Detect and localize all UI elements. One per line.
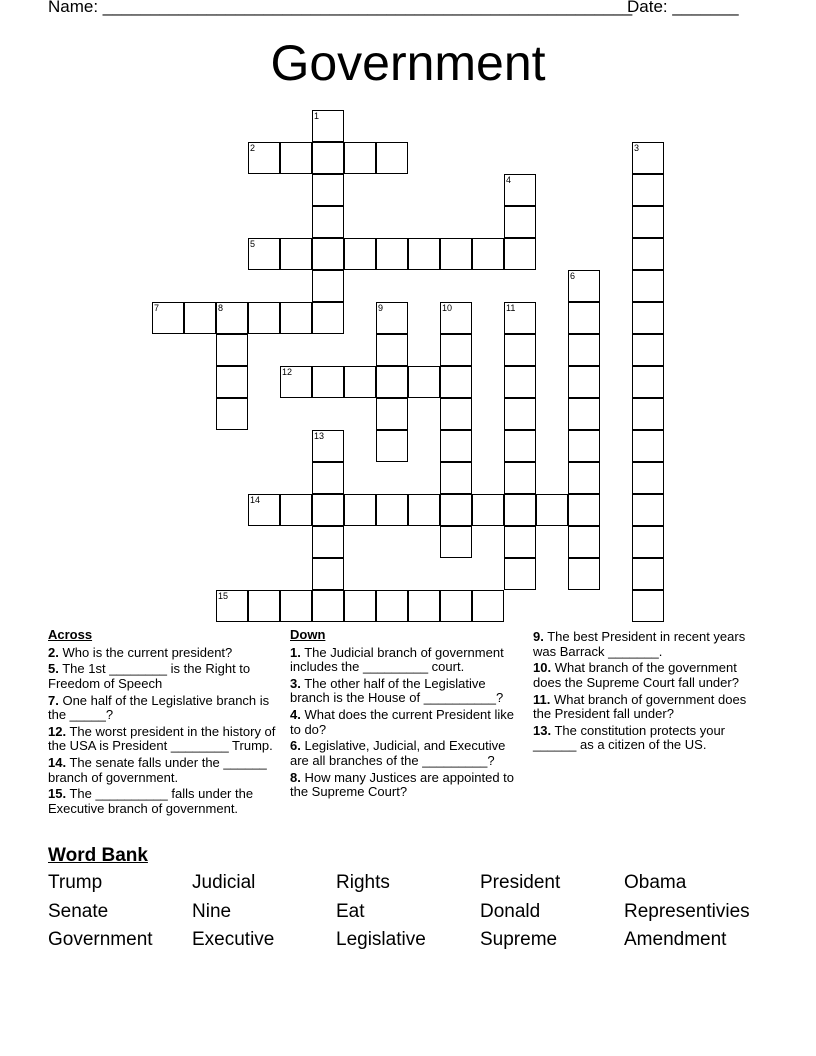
- name-field-label: Name: ________________________________________________________: [48, 0, 633, 16]
- crossword-cell[interactable]: [312, 558, 344, 590]
- crossword-cell[interactable]: [632, 494, 664, 526]
- crossword-cell[interactable]: [632, 174, 664, 206]
- crossword-cell[interactable]: [440, 398, 472, 430]
- crossword-cell[interactable]: [216, 366, 248, 398]
- clue-number: 9: [378, 303, 384, 313]
- crossword-cell[interactable]: [568, 334, 600, 366]
- clue-number: 5: [250, 239, 256, 249]
- clue-number: 6: [570, 271, 576, 281]
- crossword-cell[interactable]: [376, 334, 408, 366]
- crossword-cell[interactable]: [312, 366, 344, 398]
- crossword-cell[interactable]: [568, 430, 600, 462]
- crossword-cell[interactable]: [312, 142, 344, 174]
- crossword-cell[interactable]: [248, 142, 280, 174]
- crossword-cell[interactable]: [184, 302, 216, 334]
- clue-number: 14: [250, 495, 261, 505]
- crossword-cell[interactable]: [504, 558, 536, 590]
- clue-item: 13. The constitution protects your ______ as a citizen of the US.: [533, 722, 725, 753]
- crossword-cell[interactable]: [632, 462, 664, 494]
- crossword-cell[interactable]: [632, 526, 664, 558]
- clue-number: 10: [442, 303, 453, 313]
- word-bank-item: Eat: [336, 900, 365, 922]
- crossword-cell[interactable]: [632, 206, 664, 238]
- crossword-cell[interactable]: [216, 398, 248, 430]
- crossword-cell[interactable]: [632, 430, 664, 462]
- crossword-cell[interactable]: [280, 142, 312, 174]
- crossword-cell[interactable]: [376, 398, 408, 430]
- crossword-cell[interactable]: [152, 302, 184, 334]
- crossword-cell[interactable]: [344, 366, 376, 398]
- crossword-cell[interactable]: [632, 302, 664, 334]
- crossword-cell[interactable]: [504, 526, 536, 558]
- crossword-cell[interactable]: [504, 494, 536, 526]
- crossword-cell[interactable]: [472, 590, 504, 622]
- word-bank-item: Amendment: [624, 929, 727, 950]
- word-bank-item: Nine: [192, 900, 232, 922]
- crossword-cell[interactable]: [440, 238, 472, 270]
- crossword-cell[interactable]: [504, 462, 536, 494]
- word-bank-item: Trump: [48, 872, 103, 893]
- word-bank-title: Word Bank: [48, 845, 148, 866]
- crossword-cell[interactable]: [440, 302, 472, 334]
- crossword-cell[interactable]: [312, 526, 344, 558]
- crossword-cell[interactable]: [568, 494, 600, 526]
- crossword-cell[interactable]: [504, 238, 536, 270]
- crossword-cell[interactable]: [312, 206, 344, 238]
- word-bank-item: Donald: [480, 900, 541, 922]
- crossword-cell[interactable]: [408, 494, 440, 526]
- crossword-cell[interactable]: [312, 238, 344, 270]
- clue-item: 5. The 1st ________ is the Right to Freedom of Speech: [48, 661, 251, 691]
- crossword-cell[interactable]: [472, 494, 504, 526]
- clue-item: 1. The Judicial branch of government includes the _________ court.: [290, 644, 504, 674]
- crossword-cell[interactable]: [504, 430, 536, 462]
- crossword-cell[interactable]: [568, 558, 600, 590]
- clue-item: 14. The senate falls under the ______ branch of government.: [48, 755, 267, 785]
- word-bank-item: Judicial: [192, 872, 256, 893]
- crossword-cell[interactable]: [632, 334, 664, 366]
- page-title: Government: [270, 35, 546, 91]
- clue-item: 4. What does the current President like to do?: [290, 707, 515, 737]
- word-bank-item: Representivies: [624, 900, 750, 922]
- crossword-cell[interactable]: [376, 430, 408, 462]
- clue-number: 12: [282, 367, 293, 377]
- crossword-cell[interactable]: [248, 302, 280, 334]
- crossword-cell[interactable]: [376, 590, 408, 622]
- crossword-cell[interactable]: [216, 590, 248, 622]
- crossword-cell[interactable]: [568, 366, 600, 398]
- crossword-cell[interactable]: [440, 462, 472, 494]
- crossword-cell[interactable]: [344, 142, 376, 174]
- crossword-cell[interactable]: [472, 238, 504, 270]
- crossword-cell[interactable]: [248, 590, 280, 622]
- clue-item: 7. One half of the Legislative branch is the _____?: [48, 692, 270, 723]
- crossword-cell[interactable]: [312, 494, 344, 526]
- crossword-cell[interactable]: [440, 526, 472, 558]
- clue-number: 3: [634, 143, 640, 153]
- clue-item: 9. The best President in recent years was Barrack _______.: [533, 629, 746, 659]
- word-bank-item: President: [480, 872, 561, 893]
- clue-item: 2. Who is the current president?: [48, 644, 233, 660]
- crossword-cell[interactable]: [312, 590, 344, 622]
- crossword-cell[interactable]: [408, 366, 440, 398]
- crossword-cell[interactable]: [248, 238, 280, 270]
- crossword-cell[interactable]: [376, 494, 408, 526]
- clue-item: 12. The worst president in the history of the USA is President ________ Trump.: [48, 723, 276, 754]
- crossword-cell[interactable]: [344, 494, 376, 526]
- crossword-cell[interactable]: [504, 302, 536, 334]
- crossword-cell[interactable]: [312, 270, 344, 302]
- clue-number: 4: [506, 175, 512, 185]
- crossword-cell[interactable]: [280, 494, 312, 526]
- crossword-cell[interactable]: [632, 238, 664, 270]
- word-bank-item: Senate: [48, 900, 109, 922]
- clue-item: 3. The other half of the Legislative branch is the House of __________?: [290, 675, 504, 706]
- crossword-cell[interactable]: [440, 494, 472, 526]
- clue-number: 8: [218, 303, 224, 313]
- word-bank-item: Government: [48, 929, 153, 950]
- crossword-cell[interactable]: [568, 270, 600, 302]
- crossword-cell[interactable]: [376, 142, 408, 174]
- crossword-cell[interactable]: [536, 494, 568, 526]
- crossword-cell[interactable]: [504, 334, 536, 366]
- crossword-cell[interactable]: [632, 558, 664, 590]
- crossword-cell[interactable]: [312, 174, 344, 206]
- clue-number: 13: [314, 431, 325, 441]
- down-clues-continued: [533, 630, 765, 755]
- down-clues: [290, 628, 524, 802]
- clue-number: 11: [506, 303, 516, 313]
- crossword-cell[interactable]: [568, 526, 600, 558]
- crossword-cell[interactable]: [344, 590, 376, 622]
- crossword-cell[interactable]: [568, 398, 600, 430]
- crossword-cell[interactable]: [344, 238, 376, 270]
- crossword-cell[interactable]: [376, 366, 408, 398]
- crossword-cell[interactable]: [632, 270, 664, 302]
- crossword-cell[interactable]: [440, 590, 472, 622]
- crossword-cell[interactable]: [376, 302, 408, 334]
- down-heading: Down: [290, 627, 326, 642]
- date-field-label: Date: _______: [627, 0, 739, 16]
- word-bank-item: Supreme: [480, 929, 558, 950]
- crossword-cell[interactable]: [216, 334, 248, 366]
- word-bank-item: Obama: [624, 872, 687, 893]
- crossword-cell[interactable]: [248, 494, 280, 526]
- word-bank-item: Rights: [336, 872, 390, 893]
- across-heading: Across: [48, 627, 93, 642]
- crossword-cell[interactable]: [440, 366, 472, 398]
- clue-item: 11. What branch of government does the President fall under?: [533, 691, 747, 722]
- word-bank-item: Executive: [192, 929, 275, 950]
- crossword-cell[interactable]: [376, 238, 408, 270]
- clue-number: 15: [218, 591, 229, 601]
- crossword-cell[interactable]: [312, 302, 344, 334]
- crossword-cell[interactable]: [280, 302, 312, 334]
- word-bank: [48, 872, 788, 958]
- clue-number: 1: [314, 111, 320, 121]
- crossword-cell[interactable]: [408, 590, 440, 622]
- clue-item: 10. What branch of the government does the Supreme Court fall under?: [533, 660, 739, 690]
- crossword-cell[interactable]: [440, 430, 472, 462]
- crossword-cell[interactable]: [632, 590, 664, 622]
- crossword-cell[interactable]: [312, 462, 344, 494]
- clue-number: 2: [250, 143, 256, 153]
- crossword-cell[interactable]: [504, 174, 536, 206]
- crossword-cell[interactable]: [504, 206, 536, 238]
- crossword-cell[interactable]: [504, 398, 536, 430]
- across-clues: [48, 628, 288, 819]
- crossword-cell[interactable]: [632, 398, 664, 430]
- clue-item: 8. How many Justices are appointed to the Supreme Court?: [290, 769, 515, 800]
- crossword-cell[interactable]: [280, 238, 312, 270]
- crossword-cell[interactable]: [568, 302, 600, 334]
- crossword-cell[interactable]: [504, 366, 536, 398]
- crossword-cell[interactable]: [568, 462, 600, 494]
- crossword-cell[interactable]: [280, 590, 312, 622]
- crossword-cell[interactable]: [632, 142, 664, 174]
- crossword-cell[interactable]: [440, 334, 472, 366]
- clue-item: 6. Legislative, Judicial, and Executive are all branches of the _________?: [290, 738, 506, 768]
- clue-number: 7: [154, 303, 160, 313]
- crossword-cell[interactable]: [312, 430, 344, 462]
- crossword-cell[interactable]: [408, 238, 440, 270]
- crossword-cell[interactable]: [280, 366, 312, 398]
- clue-item: 15. The __________ falls under the Executive branch of government.: [48, 786, 254, 816]
- crossword-cell[interactable]: [632, 366, 664, 398]
- word-bank-item: Legislative: [336, 929, 426, 950]
- crossword-cell[interactable]: [312, 110, 344, 142]
- crossword-cell[interactable]: [216, 302, 248, 334]
